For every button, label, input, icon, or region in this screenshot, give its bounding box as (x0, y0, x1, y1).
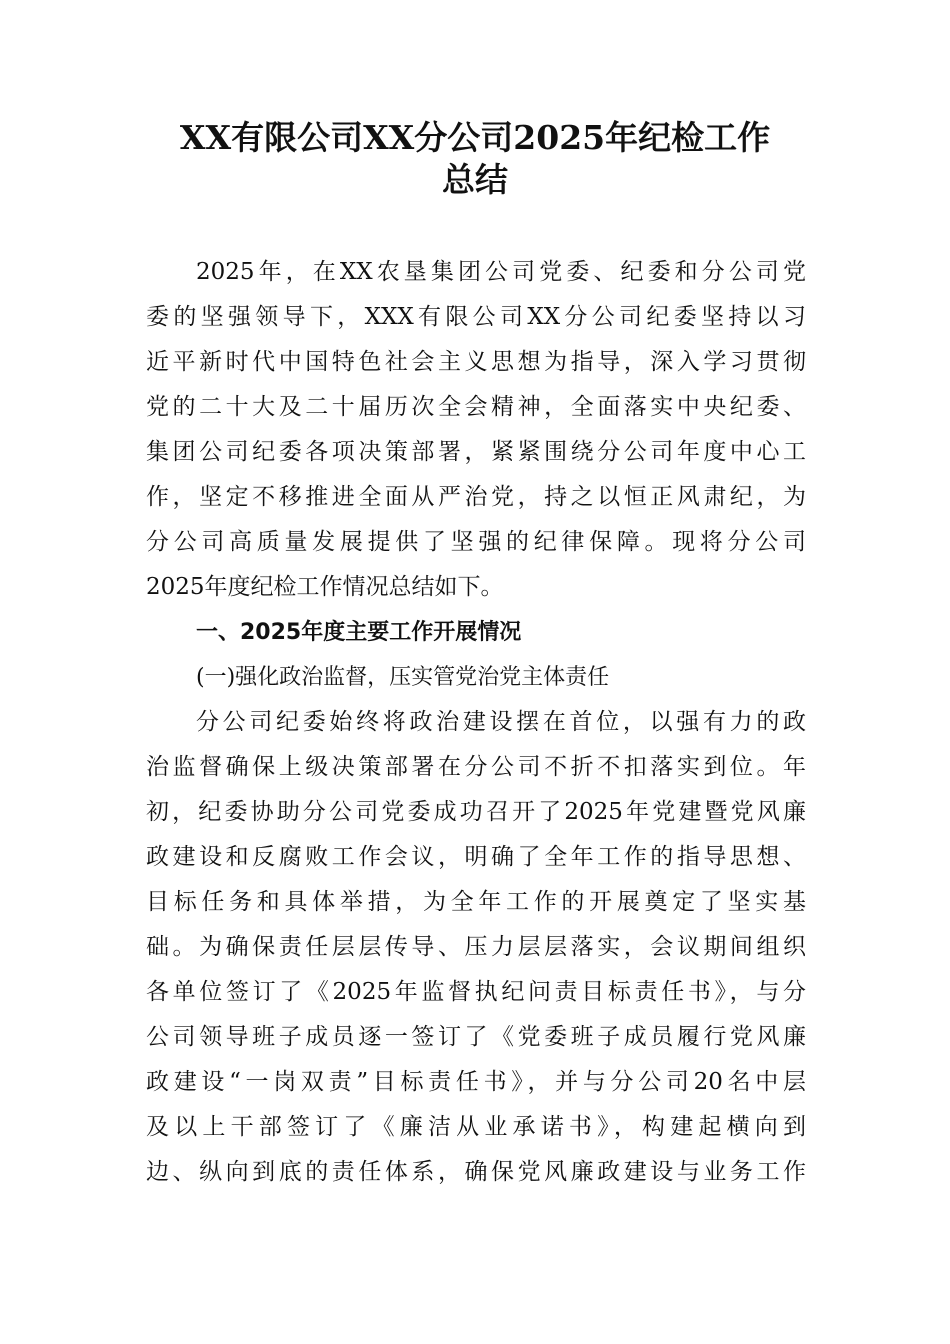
section-heading: 一、2025年度主要工作开展情况 (196, 620, 522, 645)
paragraph-line: 分公司纪委始终将政治建设摆在首位，以强有力的政 (196, 709, 806, 735)
paragraph-line: 目标任务和具体举措，为全年工作的开展奠定了坚实基 (146, 889, 806, 915)
paragraph-line: 公司领导班子成员逐一签订了《党委班子成员履行党风廉 (146, 1024, 806, 1050)
intro-line: 作，坚定不移推进全面从严治党，持之以恒正风肃纪，为 (146, 484, 806, 510)
intro-line: 党的二十大及二十届历次全会精神，全面落实中央纪委、 (146, 394, 806, 420)
paragraph-line: 各单位签订了《2025年监督执纪问责目标责任书》，与分 (146, 979, 806, 1005)
document-title-line-1: XX有限公司XX分公司2025年纪检工作 (179, 118, 771, 157)
intro-line: 近平新时代中国特色社会主义思想为指导，深入学习贯彻 (146, 349, 806, 375)
paragraph-line: 政建设“一岗双责”目标责任书》，并与分公司20名中层 (146, 1069, 806, 1095)
paragraph-line: 础。为确保责任层层传导、压力层层落实，会议期间组织 (146, 934, 806, 960)
intro-line: 委的坚强领导下，XXX有限公司XX分公司纪委坚持以习 (146, 304, 806, 330)
intro-line: 2025年度纪检工作情况总结如下。 (146, 574, 504, 600)
paragraph-line: 政建设和反腐败工作会议，明确了全年工作的指导思想、 (146, 844, 806, 870)
subsection-heading: (一)强化政治监督，压实管党治党主体责任 (196, 665, 610, 690)
intro-line: 2025年，在XX农垦集团公司党委、纪委和分公司党 (196, 259, 806, 285)
paragraph-line: 治监督确保上级决策部署在分公司不折不扣落实到位。年 (146, 754, 806, 780)
intro-line: 集团公司纪委各项决策部署，紧紧围绕分公司年度中心工 (146, 439, 806, 465)
paragraph-line: 边、纵向到底的责任体系，确保党风廉政建设与业务工作 (146, 1159, 806, 1185)
intro-line: 分公司高质量发展提供了坚强的纪律保障。现将分公司 (146, 529, 806, 555)
paragraph-line: 及以上干部签订了《廉洁从业承诺书》，构建起横向到 (146, 1114, 806, 1140)
paragraph-line: 初，纪委协助分公司党委成功召开了2025年党建暨党风廉 (146, 799, 806, 825)
document-body (146, 250, 806, 1195)
document-title-line-2: 总结 (442, 160, 508, 199)
